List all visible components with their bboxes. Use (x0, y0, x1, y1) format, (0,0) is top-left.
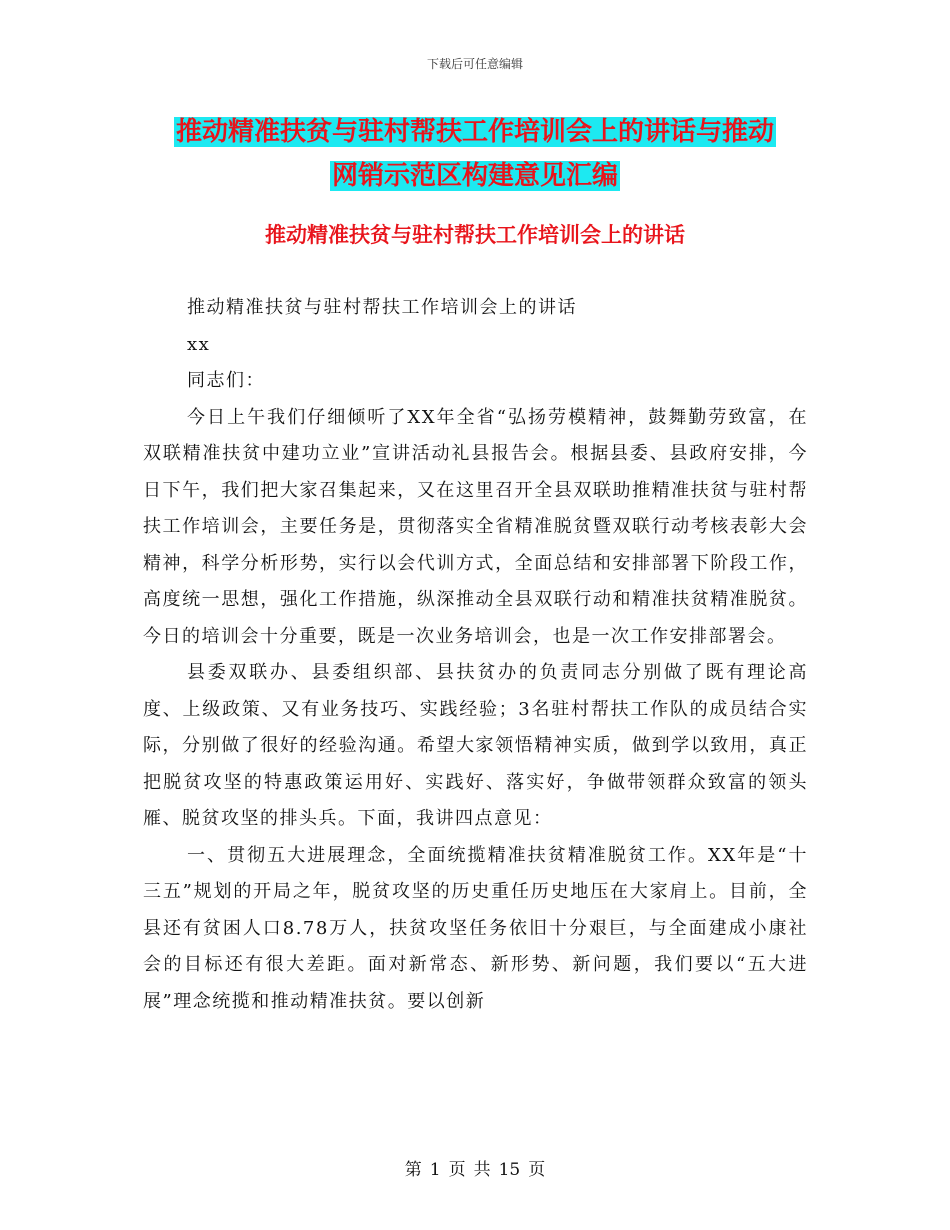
body-paragraph: 今日上午我们仔细倾听了XX年全省“弘扬劳模精神，鼓舞勤劳致富，在双联精准扶贫中建功立业”宣讲活动礼县报告会。根据县委、县政府安排，今日下午，我们把大家召集起来，又在这里召开全县双联助推精准扶贫与驻村帮扶工作培训会，主要任务是，贯彻落实全省精准脱贫暨双联行动考核表彰大会精神，科学分析形势，实行以会代训方式，全面总结和安排部署下阶段工作，高度统一思想，强化工作措施，纵深推动全县双联行动和精准扶贫精准脱贫。今日的培训会十分重要，既是一次业务培训会，也是一次工作安排部署会。 (143, 406, 808, 647)
section-title: 推动精准扶贫与驻村帮扶工作培训会上的讲话 (265, 223, 685, 247)
footer-page-unit: 页 (448, 1160, 466, 1180)
title-line-1: 推动精准扶贫与驻村帮扶工作培训会上的讲话与推动 (175, 117, 774, 147)
body-paragraph: 县委双联办、县委组织部、县扶贫办的负责同志分别做了既有理论高度、上级政策、又有业务技巧、实践经验；3名驻村帮扶工作队的成员结合实际，分别做了很好的经验沟通。希望大家领悟精神实质，做到学以致用，真正把脱贫攻坚的特惠政策运用好、实践好、落实好，争做带领群众致富的领头雁、脱贫攻坚的排头兵。下面，我讲四点意见： (143, 662, 808, 829)
header-note: 下载后可任意编辑 (426, 57, 523, 71)
footer-total-pages: 15 (498, 1160, 521, 1180)
document-body (143, 290, 808, 1020)
title-line-2: 网销示范区构建意见汇编 (331, 161, 618, 191)
footer-page-number: 1 (429, 1160, 441, 1180)
page-footer (0, 1155, 950, 1180)
body-paragraph: 一、贯彻五大进展理念，全面统揽精准扶贫精准脱贫工作。XX年是“十三五”规划的开局之年，脱贫攻坚的历史重任历史地压在大家肩上。目前，全县还有贫困人口8.78万人，扶贫攻坚任务依旧十分艰巨，与全面建成小康社会的目标还有很大差距。面对新常态、新形势、新问题，我们要以“五大进展”理念统揽和推动精准扶贫。要以创新 (143, 844, 808, 1012)
body-paragraph: 推动精准扶贫与驻村帮扶工作培训会上的讲话 (187, 297, 577, 318)
body-paragraph: 同志们： (187, 370, 265, 391)
footer-total-label: 共 (473, 1160, 491, 1180)
document-title (140, 110, 810, 198)
footer-total-unit: 页 (528, 1160, 546, 1180)
footer-page-label: 第 (404, 1160, 422, 1180)
body-paragraph: xx (187, 333, 211, 355)
